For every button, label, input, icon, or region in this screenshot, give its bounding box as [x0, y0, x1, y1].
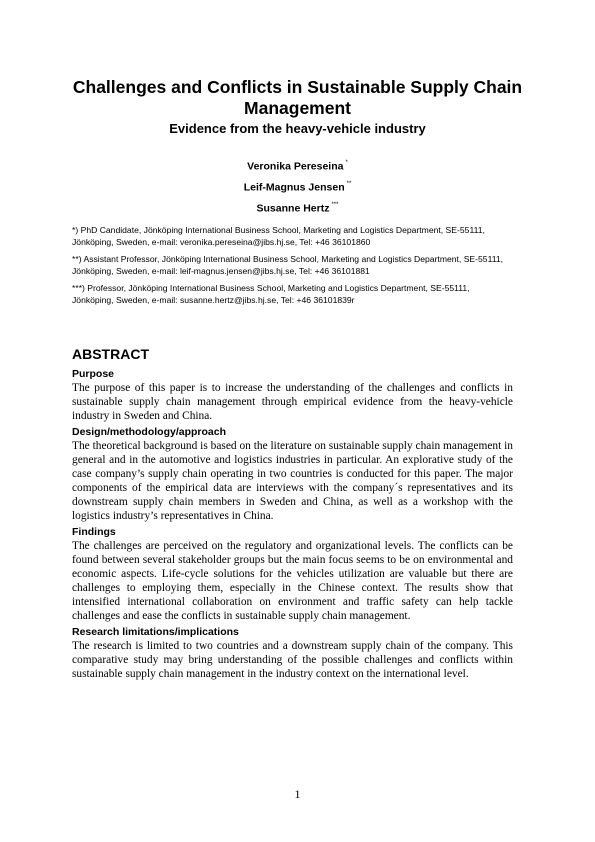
author-name: Veronika Pereseina [247, 160, 344, 173]
paper-title: Challenges and Conflicts in Sustainable Supply Chain Management [72, 77, 523, 118]
section-heading: Findings [72, 525, 116, 538]
abstract-heading: ABSTRACT [72, 346, 149, 362]
abstract-body [72, 368, 513, 684]
author-mark: ** [346, 181, 352, 187]
section-heading: Design/methodology/approach [72, 425, 227, 438]
author [100, 196, 495, 217]
section-heading: Research limitations/implications [72, 625, 239, 638]
author-name: Leif-Magnus Jensen [243, 181, 345, 194]
section-body: The purpose of this paper is to increase the understanding of the challenges and conflicts in sustainable supply chain management through empirical evidence from the heavy-vehicle industry in Sweden and China. [72, 382, 513, 423]
section-body: The challenges are perceived on the regulatory and organizational levels. The conflicts can be found between several stakeholder groups but the main focus seems to be on environmental and economic aspects. Life-cycle solutions for the vehicles utilization are valuable but there are challenges to employing them, especially in the Chinese context. The results show that intensified international collaboration on environment and traffic safety can help tackle challenges and ease the conflicts in sustainable supply chain management. [72, 539, 513, 623]
author-list [100, 154, 495, 217]
section-heading: Purpose [72, 368, 115, 380]
author-mark: *** [331, 202, 339, 208]
affiliation-list [72, 225, 510, 312]
affiliation: *) PhD Candidate, Jönköping International Business School, Marketing and Logistics Department, SE-55111, Jönköping, Sweden, e-mail: veronika.pereseina@jibs.hj.se, Tel: +46 36101860 [72, 225, 485, 247]
section-body: The research is limited to two countries and a downstream supply chain of the company. This comparative study may bring understanding of the possible challenges and conflicts within sustainable supply chain management in the industry context on the international level. [72, 639, 513, 681]
author-mark: * [345, 160, 348, 166]
affiliation: ***) Professor, Jönköping International Business School, Marketing and Logistics Department, SE-55111, Jönköping, Sweden, e-mail: susanne.hertz@jibs.hj.se, Tel: +46 36101839r [72, 283, 470, 305]
author-name: Susanne Hertz [256, 202, 330, 215]
section-body: The theoretical background is based on the literature on sustainable supply chain management in general and in the automotive and logistics industries in particular. An explorative study of the case company’s supply chain operating in two countries is conducted for this paper. The major components of the empirical data are interviews with the company´s representatives and its downstream supply chain members in Sweden and China, as well as a workshop with the logistics industry’s representatives in China. [72, 439, 513, 523]
affiliation: **) Assistant Professor, Jönköping International Business School, Marketing and Logistics Department, SE-55111, Jönköping, Sweden, e-mail: leif-magnus.jensen@jibs.hj.se, Tel: +46 36101881 [72, 254, 504, 276]
author [100, 154, 495, 175]
page-number: 1 [294, 787, 301, 801]
paper-subtitle: Evidence from the heavy-vehicle industry [169, 121, 426, 136]
author [100, 175, 495, 196]
